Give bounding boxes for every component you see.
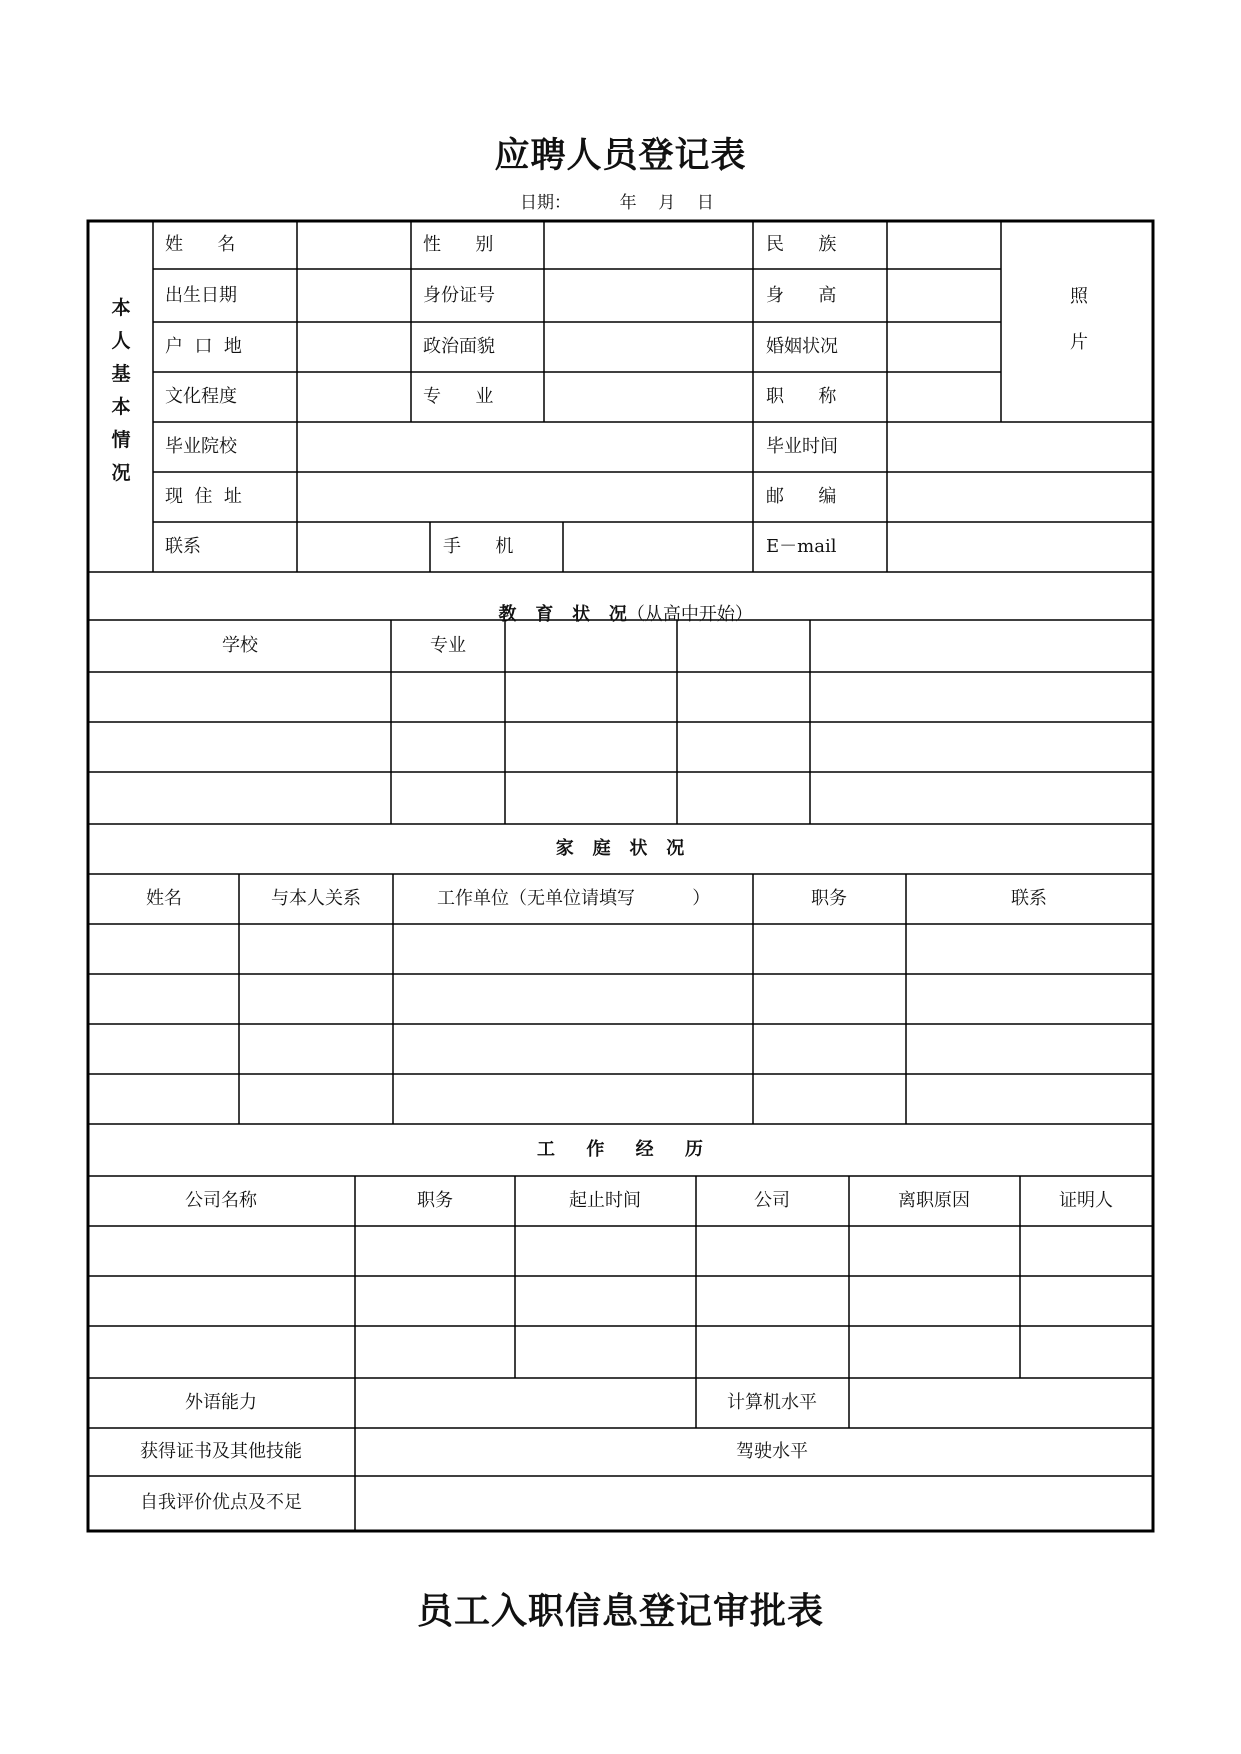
edu-heading: 教 育 状 况（从高中开始） — [498, 604, 753, 625]
work-col-reference: 证明人 — [1059, 1190, 1113, 1211]
work-col-reason: 离职原因 — [898, 1190, 970, 1211]
work-col-period: 起止时间 — [569, 1190, 641, 1211]
label-driving: 驾驶水平 — [736, 1441, 808, 1462]
family-col-contact: 联系 — [1011, 888, 1047, 909]
label-education-level: 文化程度 — [165, 386, 237, 407]
label-school: 毕业院校 — [165, 436, 237, 457]
edu-col-school: 学校 — [222, 635, 258, 656]
form-title: 应聘人员登记表 — [494, 135, 747, 176]
work-col-position: 职务 — [417, 1190, 453, 1211]
label-graduation-time: 毕业时间 — [766, 436, 838, 457]
section-label-basic: 本 人 基 本 情 况 — [111, 297, 131, 484]
edu-col-major: 专业 — [430, 635, 466, 656]
label-computer: 计算机水平 — [727, 1392, 817, 1413]
family-col-name: 姓名 — [146, 888, 182, 909]
photo-label-1: 照 — [1070, 286, 1088, 307]
label-certificates: 获得证书及其他技能 — [140, 1441, 302, 1462]
label-postcode: 邮 编 — [766, 486, 837, 507]
work-heading: 工 作 经 历 — [537, 1139, 703, 1160]
family-heading: 家 庭 状 况 — [555, 838, 685, 859]
label-self-evaluation: 自我评价优点及不足 — [140, 1492, 302, 1513]
label-birth-date: 出生日期 — [165, 285, 237, 306]
label-email: E－mail — [766, 536, 837, 557]
family-col-relation: 与本人关系 — [271, 888, 361, 909]
label-gender: 性 别 — [423, 234, 494, 255]
date-line: 日期： 年 月 日 — [520, 193, 714, 213]
label-height: 身 高 — [766, 285, 837, 306]
label-address: 现 住 址 — [165, 486, 242, 507]
label-ethnicity: 民 族 — [766, 234, 837, 255]
second-form-title: 员工入职信息登记审批表 — [416, 1590, 824, 1632]
work-col-company2: 公司 — [754, 1190, 790, 1211]
label-political-status: 政治面貌 — [423, 336, 495, 357]
label-language: 外语能力 — [185, 1392, 257, 1413]
label-job-title: 职 称 — [766, 386, 837, 407]
label-id-number: 身份证号 — [423, 285, 495, 306]
label-hukou: 户 口 地 — [165, 336, 242, 357]
label-mobile: 手 机 — [443, 536, 514, 557]
family-col-position: 职务 — [811, 888, 847, 909]
family-col-employer: 工作单位（无单位请填写 ） — [437, 888, 711, 909]
label-marital-status: 婚姻状况 — [766, 336, 838, 357]
label-contact: 联系 — [165, 536, 201, 557]
label-major: 专 业 — [423, 386, 494, 407]
label-name: 姓 名 — [165, 234, 236, 255]
photo-label-2: 片 — [1070, 332, 1088, 353]
work-col-company: 公司名称 — [185, 1190, 257, 1211]
